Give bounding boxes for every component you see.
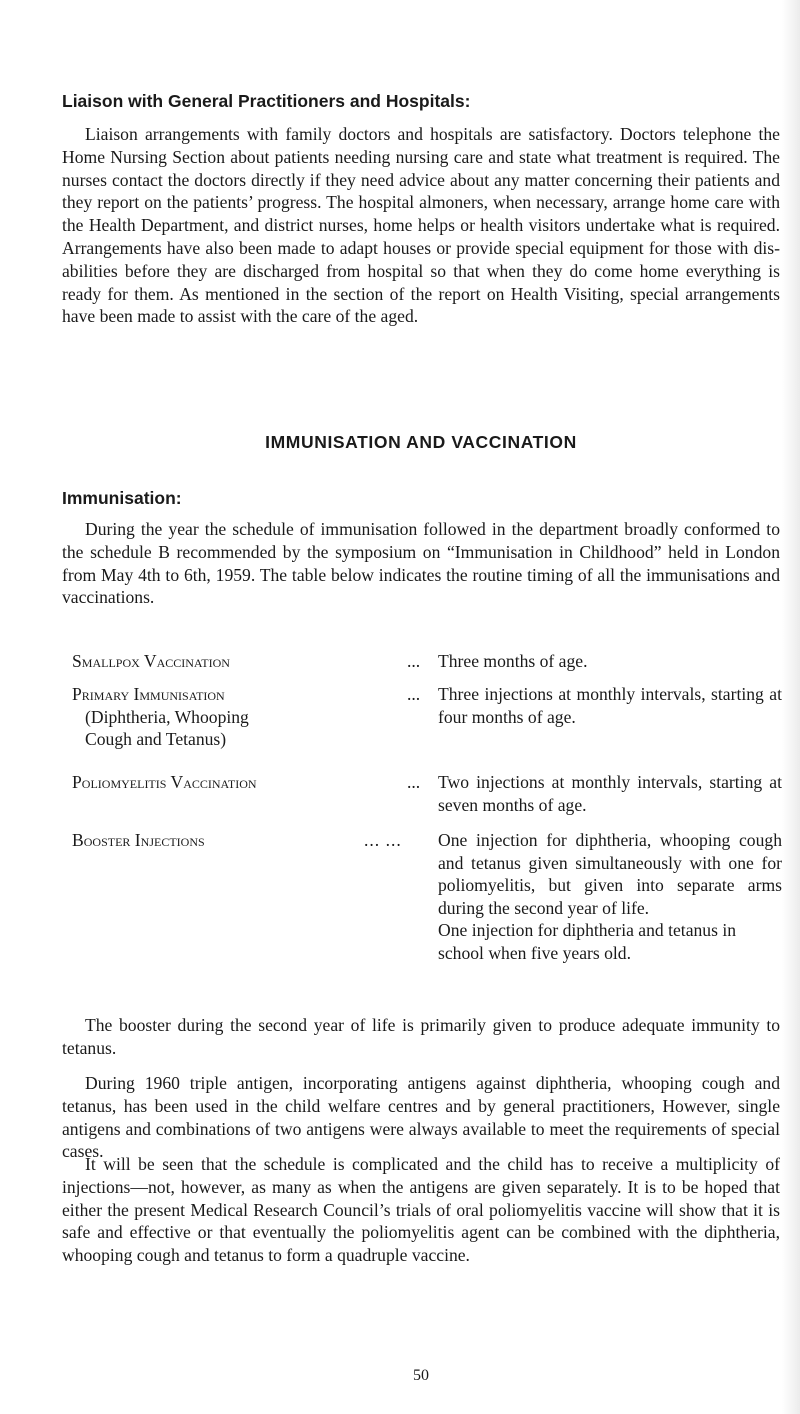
schedule-sublabel: (Diphtheria, Whooping Cough and Tetanus) [85, 706, 249, 750]
triple-antigen-paragraph: During 1960 triple antigen, incorporating antigens against diphtheria, whooping cough and tetanus, has been used in the child welfare centres and by general practitioners, However, single antigens and combinations of two antigens were always available to meet the requirements of special cases. [62, 1073, 780, 1162]
schedule-label [72, 829, 427, 852]
booster-paragraph: The booster during the second year of life is primarily given to produce adequate immunity to tetanus. [62, 1015, 780, 1058]
schedule-label [72, 771, 427, 794]
section-title: IMMUNISATION AND VACCINATION [265, 432, 577, 452]
schedule-value: Three months of age. [438, 651, 588, 671]
immunisation-paragraph: During the year the schedule of immunisation followed in the department broadly conformed to the schedule B recommended by the symposium on “Immunisation in Childhood” held in London from May 4th to 6th, 1959. The table below indicates the routine timing of all the immunisations and vaccinations. [62, 519, 780, 608]
schedule-complexity-paragraph: It will be seen that the schedule is complicated and the child has to receive a multiplicity of injections—not, however, as many as when the antigens are given separately. It is to be hoped that either the present Medical Research Council’s trials of oral poliomyelitis vaccine will show that it is safe and effective or that eventually the poliomyelitis agent can be combined with the diphtheria, whooping cough and tetanus to form a quadruple vaccine. [62, 1154, 780, 1266]
schedule-label [72, 683, 427, 751]
schedule-label-text: Smallpox Vaccination [72, 651, 230, 671]
schedule-label-text: Primary Immunisation [72, 684, 225, 704]
page-edge-shadow [782, 0, 800, 1414]
schedule-label [72, 650, 427, 673]
immunisation-subheading: Immunisation: [62, 488, 182, 508]
schedule-leader: ... [407, 651, 421, 671]
schedule-value: Three injections at monthly intervals, starting at four months of age. [438, 684, 782, 727]
liaison-paragraph: Liaison arrangements with family doctors and hospitals are satisfactory. Doctors telephone the Home Nursing Section about patients needing nursing care and state what treatment is required. The nurses contact the doctors directly if they need advice about any matter concerning their patients and they report on the patients’ progress. The hospital almoners, when necessary, arrange home care with the Health Department, and district nurses, home helps or health visitors undertake what is required. Arrangements have also been made to adapt houses or provide special equipment for those with dis-abilities before they are discharged from hospital so that when they do come home everything is ready for them. As mentioned in the section of the report on Health Visiting, special arrangements have been made to assist with the care of the aged. [62, 124, 780, 327]
schedule-value [438, 829, 782, 965]
page-number: 50 [413, 1367, 429, 1384]
schedule-leader: ... [407, 772, 421, 792]
schedule-value-line-1: One injection for diphtheria, whooping cough and tetanus given simultaneously with one for poliomyelitis, but given into separate arms during the second year of life. [438, 830, 782, 918]
schedule-label-text: Poliomyelitis Vaccination [72, 772, 257, 792]
schedule-label-text: Booster Injections [72, 830, 205, 850]
schedule-value-line-2: One injection for diphtheria and tetanus in school when five years old. [438, 920, 737, 963]
liaison-heading: Liaison with General Practitioners and Hospitals: [62, 91, 471, 111]
schedule-leader: ... ... [364, 830, 402, 850]
schedule-leader: ... [407, 684, 421, 704]
schedule-value: Two injections at monthly intervals, starting at seven months of age. [438, 772, 782, 815]
